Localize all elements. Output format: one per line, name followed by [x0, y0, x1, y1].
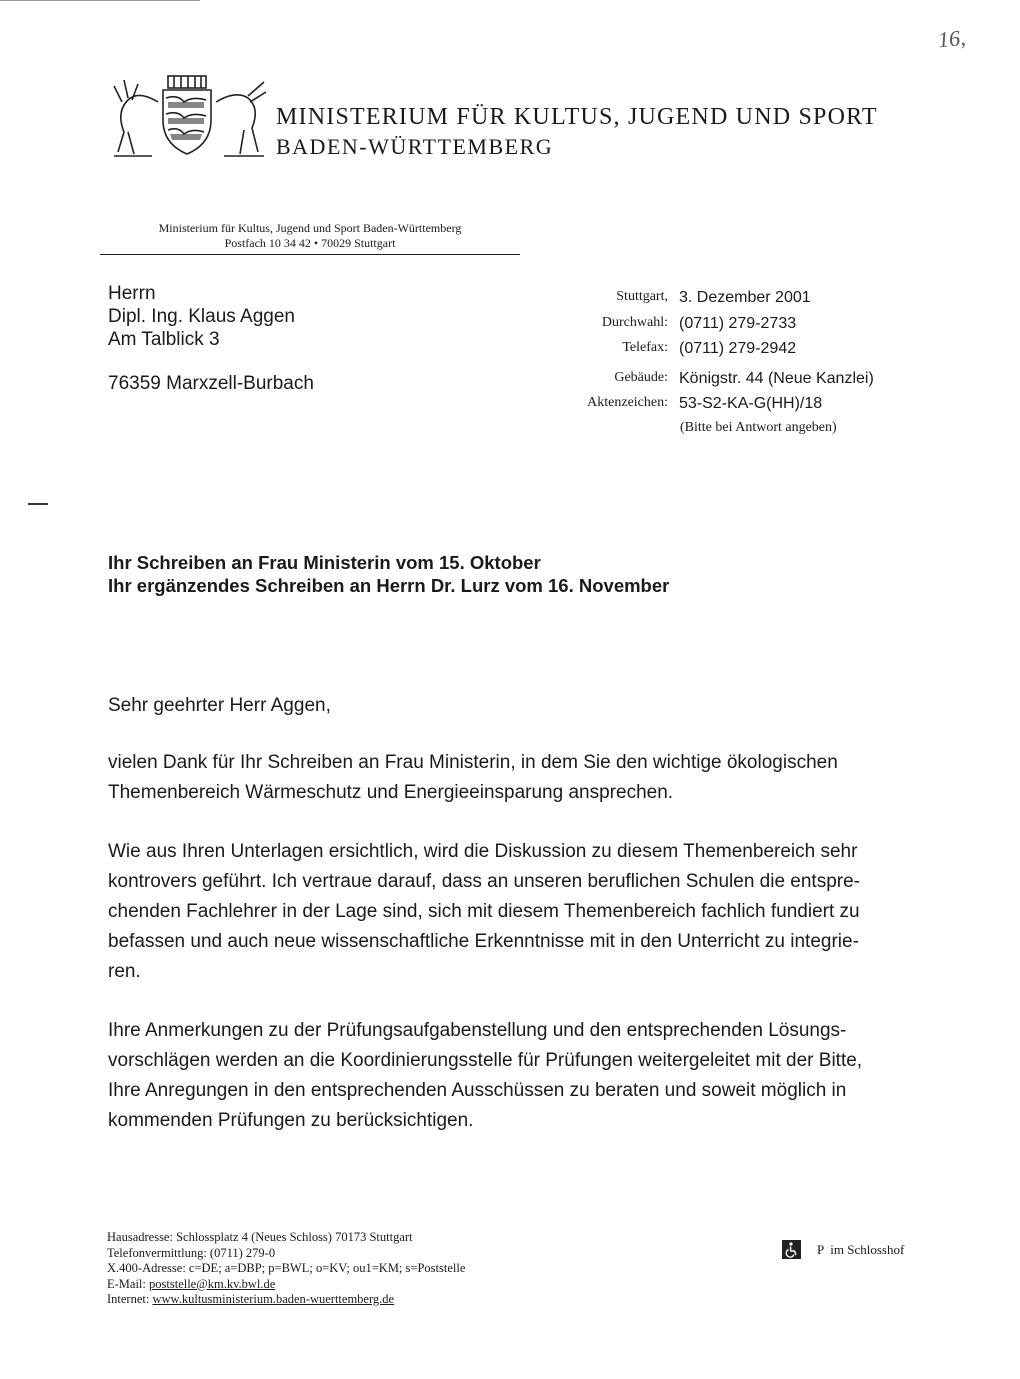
handwritten-page-mark: 16,: [936, 24, 967, 53]
meta-row-date: [560, 289, 920, 311]
footer-phone: Telefonvermittlung: (0711) 279-0: [107, 1245, 276, 1260]
meta-label: Durchwahl:: [601, 315, 668, 330]
paragraph-line: Ihre Anregungen in den entsprechenden Ausschüssen zu beraten und soweit möglich in: [108, 1080, 847, 1101]
body-paragraph: [108, 1016, 918, 1136]
paragraph-line: Ihre Anmerkungen zu der Prüfungsaufgabenstellung und den entsprechenden Lösungs-: [108, 1020, 847, 1041]
footer-email-label: E-Mail:: [107, 1276, 146, 1291]
top-edge-rule: [0, 0, 200, 1]
meta-value: 53-S2-KA-G(HH)/18: [679, 395, 823, 412]
footer-email-row: [107, 1277, 465, 1293]
meta-row-phone: [560, 315, 920, 337]
body-paragraph: [108, 837, 918, 987]
fold-mark: [28, 503, 48, 505]
ministry-state: BADEN-WÜRTTEMBERG: [276, 134, 554, 159]
letter-footer: [107, 1230, 465, 1308]
paragraph-line: chenden Fachlehrer in der Lage sind, sich mit diesem Themenbereich fachlich fundiert zu: [108, 901, 860, 922]
meta-value: (0711) 279-2733: [679, 315, 797, 332]
paragraph-line: ren.: [108, 961, 141, 982]
footer-x400: X.400-Adresse: c=DE; a=DBP; p=BWL; o=KV; ou1=KM; s=Poststelle: [107, 1261, 466, 1275]
footer-internet-link[interactable]: www.kultusministerium.baden-wuerttemberg.de: [152, 1292, 395, 1306]
meta-label: Aktenzeichen:: [587, 395, 668, 410]
salutation: Sehr geehrter Herr Aggen,: [108, 695, 331, 716]
recipient-salutation: Herrn: [108, 283, 156, 304]
recipient-name: Dipl. Ing. Klaus Aggen: [108, 306, 295, 327]
meta-row-fax: [560, 340, 920, 362]
subject-block: [108, 551, 669, 597]
subject-line: Ihr ergänzendes Schreiben an Herrn Dr. Lurz vom 16. November: [108, 575, 670, 596]
parking-info: [782, 1240, 904, 1259]
sender-divider: [100, 254, 520, 255]
sender-name: Ministerium für Kultus, Jugend und Sport Baden-Württemberg: [158, 221, 462, 235]
sender-postbox: Postfach 10 34 42 • 70029 Stuttgart: [224, 236, 396, 250]
reference-note: (Bitte bei Antwort angeben): [680, 420, 837, 435]
coat-of-arms-logo: [108, 72, 268, 158]
paragraph-line: Wie aus Ihren Unterlagen ersichtlich, wird die Diskussion zu diesem Themenbereich sehr: [108, 841, 858, 862]
paragraph-line: befassen und auch neue wissenschaftliche Erkenntnisse mit in den Unterricht zu integrie-: [108, 931, 859, 952]
paragraph-line: kommenden Prüfungen zu berücksichtigen.: [108, 1110, 474, 1131]
subject-line: Ihr Schreiben an Frau Ministerin vom 15. Oktober: [108, 552, 541, 573]
meta-row-building: [560, 370, 920, 392]
footer-internet-label: Internet:: [107, 1292, 150, 1306]
meta-label: Stuttgart,: [616, 289, 668, 304]
ministry-name: MINISTERIUM FÜR KULTUS, JUGEND UND SPORT: [276, 104, 878, 130]
recipient-street: Am Talblick 3: [108, 329, 220, 350]
recipient-address: [108, 282, 295, 351]
body-paragraph: [108, 748, 918, 808]
meta-value: Königstr. 44 (Neue Kanzlei): [679, 370, 874, 387]
meta-label: Telefax:: [622, 340, 668, 355]
meta-label: Gebäude:: [614, 370, 668, 385]
wheelchair-icon: [782, 1240, 801, 1259]
meta-value: (0711) 279-2942: [679, 340, 797, 357]
meta-value: 3. Dezember 2001: [679, 289, 811, 306]
paragraph-line: Themenbereich Wärmeschutz und Energieeinsparung ansprechen.: [108, 782, 674, 803]
footer-address: Hausadresse: Schlossplatz 4 (Neues Schloss) 70173 Stuttgart: [107, 1230, 413, 1244]
paragraph-line: vielen Dank für Ihr Schreiben an Frau Ministerin, in dem Sie den wichtige ökologischen: [108, 752, 838, 773]
parking-text: P im Schlosshof: [817, 1241, 905, 1257]
meta-row-reference: [560, 395, 920, 417]
footer-internet-row: [107, 1292, 465, 1308]
footer-email-link[interactable]: poststelle@km.kv.bwl.de: [149, 1276, 276, 1291]
paragraph-line: kontrovers geführt. Ich vertraue darauf, dass an unseren beruflichen Schulen die entspre-: [108, 871, 860, 892]
paragraph-line: vorschlägen werden an die Koordinierungsstelle für Prüfungen weitergeleitet mit der Bitte,: [108, 1050, 863, 1071]
recipient-city: 76359 Marxzell-Burbach: [108, 373, 314, 394]
